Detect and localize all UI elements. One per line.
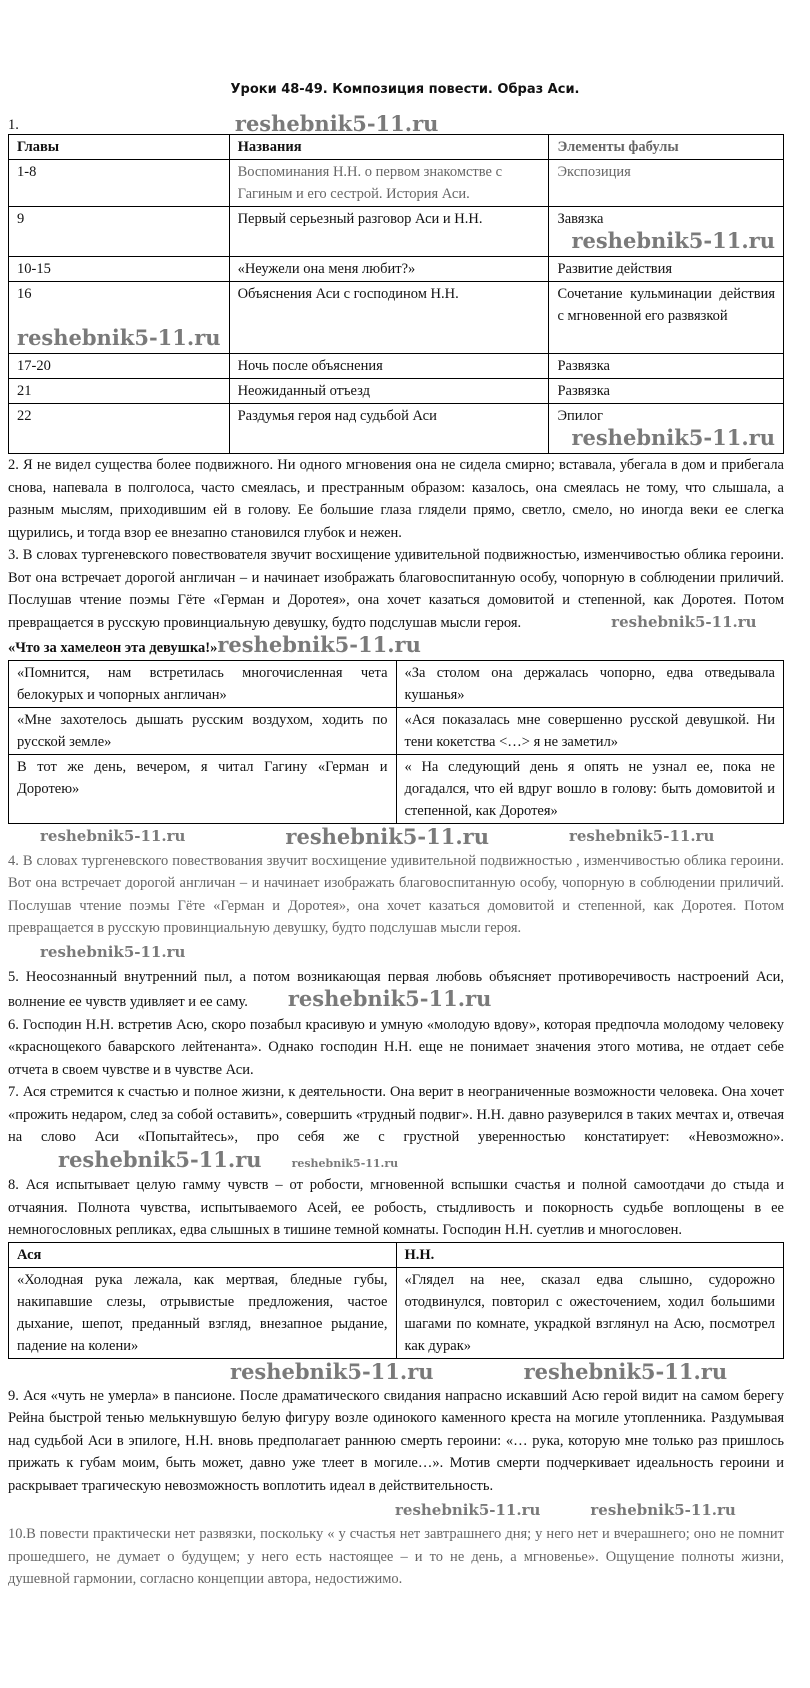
table-row: [9, 404, 784, 454]
cell: Неожиданный отъезд: [229, 379, 549, 404]
paragraph-6: 6. Господин Н.Н. встретив Асю, скоро позабыл красивую и умную «молодую вдову», которая предпочла молодому человеку «краснощекого баварского лейтенанта». Однако господин Н.Н. еще не понимает значения этого мотива, не отдает себе отчета в своем чувстве и в чувстве Аси.: [8, 1016, 784, 1078]
cell: 10-15: [9, 257, 230, 282]
watermark: reshebnik5-11.ru: [291, 1156, 399, 1170]
table-header-row: [9, 135, 784, 160]
paragraph-10: 10.В повести практически нет развязки, поскольку « у счастья нет завтрашнего дня; у него нет и вчерашнего; оно не помнит прошедшего, не думает о будущем; у него есть настоящее – и то не день, а мгновенье». Ощущение полноты жизни, душевной гармонии, согласно концепции автора, недостижимо.: [8, 1526, 784, 1587]
cell: «Помнится, нам встретилась многочисленная чета белокурых и чопорных англичан»: [9, 660, 397, 707]
chameleon-heading: «Что за хамелеон эта девушка!»: [8, 640, 218, 656]
cell: Развитие действия: [549, 257, 784, 282]
watermark: reshebnik5-11.ru: [40, 943, 186, 961]
cell: В тот же день, вечером, я читал Гагину «Герман и Доротею»: [9, 754, 397, 823]
paragraph-3-text: 3. В словах тургеневского повествователя звучит восхищение удивительной подвижностью, изменчивостью облика героини. Вот она встречает дорогой англичан – и начинает изображать благовоспитанную особу, чопорную в соблюдении приличий. Послушав чтение поэмы Гёте «Герман и Доротея», она хочет казаться домовитой и степенной, как Доротея. Потом превращается в русскую провинциальную девушку, будто подслушав мысли героя.: [8, 547, 784, 631]
watermark: reshebnik5-11.ru: [17, 325, 221, 350]
cell: 17-20: [9, 354, 230, 379]
cell: [549, 207, 784, 257]
watermark: reshebnik5-11.ru: [217, 632, 421, 657]
cell: Ночь после объяснения: [229, 354, 549, 379]
cell: 1-8: [9, 160, 230, 207]
header-nn: Н.Н.: [396, 1242, 784, 1267]
watermark: reshebnik5-11.ru: [523, 1359, 728, 1384]
paragraph-7-text: 7. Ася стремится к счастью и полное жизни, к деятельности. Она верит в неограниченные возможности человека. Она хочет «прожить недаром, след за собой оставить», совершить «трудный подвиг». Н.Н. давно разуверился в таких мечтах и, отвечая на слово Аси «Попытайтесь», про себя же с грустной уверенностью констатирует: «Невозможно».: [8, 1084, 784, 1145]
watermark-row: [8, 940, 784, 966]
cell: Воспоминания Н.Н. о первом знакомстве с Гагиным и его сестрой. История Аси.: [229, 160, 549, 207]
paragraph-2: 2. Я не видел существа более подвижного. Ни одного мгновения она не сидела смирно; вставала, убегала в дом и прибегала снова, напевала в полголоса, часто смеялась, и престранным образом: казалось, она смеялась не тому, что слышала, а разным мыслям, приходившим ей в голову. Ее большие глаза глядели прямо, светло, смело, но иногда веки ее слегка щурились, и тогда взор ее внезапно становился глубок и нежен.: [8, 457, 784, 541]
chameleon-heading-line: [8, 634, 784, 660]
watermark: reshebnik5-11.ru: [571, 425, 775, 450]
table-row: [9, 354, 784, 379]
cell: «Глядел на нее, сказал едва слышно, судорожно отодвинулся, повторил с ожесточением, ходил большими шагами по комнате, украдкой взглянул на Асю, посмотрел как дурак»: [396, 1267, 784, 1358]
table-row: [9, 754, 784, 823]
cell: Сочетание кульминации действия с мгновенной его развязкой: [549, 282, 784, 354]
section-1-number: 1.: [8, 117, 19, 133]
watermark: reshebnik5-11.ru: [590, 1500, 736, 1519]
cell: Развязка: [549, 379, 784, 404]
paragraph-3: [8, 544, 784, 634]
cell: Раздумья героя над судьбой Аси: [229, 404, 549, 454]
watermark: reshebnik5-11.ru: [234, 111, 439, 136]
header-plot-elements: Элементы фабулы: [549, 135, 784, 160]
watermark: reshebnik5-11.ru: [568, 827, 715, 845]
cell: [549, 404, 784, 454]
composition-table: [8, 134, 784, 454]
watermark: reshebnik5-11.ru: [611, 612, 757, 631]
watermark: reshebnik5-11.ru: [230, 1359, 434, 1384]
paragraph-4: 4. В словах тургеневского повествования звучит восхищение удивительной подвижностью , изменчивостью облика героини. Вот она встречает дорогой англичан – и начинает изображать благовоспитанную особу, чопорную в соблюдении приличий. Послушав чтение поэмы Гёте «Герман и Доротея», она хочет казаться домовитой и степенной, как Доротея. Потом превращается в русскую провинциальную девушку, будто подслушав мысли героя.: [8, 852, 784, 936]
watermark: reshebnik5-11.ru: [571, 228, 775, 253]
table-row: [9, 707, 784, 754]
header-titles: Названия: [229, 135, 549, 160]
section-1-line: [8, 108, 784, 134]
watermark-row: [8, 824, 784, 850]
header-asya: Ася: [9, 1242, 397, 1267]
feelings-table: [8, 1242, 784, 1359]
table-row: [9, 379, 784, 404]
watermark-row: [8, 1359, 784, 1385]
cell: «За столом она держалась чопорно, едва отведывала кушанья»: [396, 660, 784, 707]
paragraph-5-text: 5. Неосознанный внутренний пыл, а потом возникающая первая любовь объясняет противоречивость настроений Аси, волнение ее чувств удивляет и ее саму.: [8, 968, 784, 1010]
paragraph-5: [8, 966, 784, 1014]
watermark: reshebnik5-11.ru: [395, 1500, 541, 1519]
table-header-row: [9, 1242, 784, 1267]
document-body: [8, 108, 784, 1591]
watermark: reshebnik5-11.ru: [58, 1146, 262, 1172]
table-row: [9, 160, 784, 207]
watermark: reshebnik5-11.ru: [40, 827, 186, 845]
watermark-row: [8, 1497, 784, 1523]
header-chapters: Главы: [9, 135, 230, 160]
cell: [9, 282, 230, 354]
cell: 22: [9, 404, 230, 454]
table-row: [9, 207, 784, 257]
paragraph-7: [8, 1081, 784, 1174]
cell: Экспозиция: [549, 160, 784, 207]
watermark: reshebnik5-11.ru: [285, 824, 489, 849]
cell: «Неужели она меня любит?»: [229, 257, 549, 282]
cell: «Ася показалась мне совершенно русской девушкой. Ни тени кокетства <…> я не заметил»: [396, 707, 784, 754]
cell: Объяснения Аси с господином Н.Н.: [229, 282, 549, 354]
table-row: [9, 1267, 784, 1358]
cell: «Мне захотелось дышать русским воздухом, ходить по русской земле»: [9, 707, 397, 754]
table-row: [9, 257, 784, 282]
paragraph-9: 9. Ася «чуть не умерла» в пансионе. После драматического свидания напрасно искавший Асю герой видит на самом берегу Рейна быстрой тенью мелькнувшую белую фигуру возле одинокого каменного креста на могиле утопленника. Раздумывая над судьбой Аси в эпилоге, Н.Н. вновь предполагает раннюю смерть героини: «… рука, которую мне только раз пришлось прижать к губам моим, быть может, давно уже тлеет в могиле…». Мотив смерти подчеркивает идеальность героини и раскрывает трагическую невозможность воплотить идеал в действительность.: [8, 1387, 784, 1494]
table-row: [9, 660, 784, 707]
cell-text: 16: [17, 286, 32, 302]
table-row: [9, 282, 784, 354]
cell: 9: [9, 207, 230, 257]
page-title: Уроки 48-49. Композиция повести. Образ Аси.: [230, 82, 580, 97]
cell-text: Эпилог: [557, 408, 603, 424]
cell-text: Завязка: [557, 211, 604, 227]
cell: « На следующий день я опять не узнал ее, пока не догадался, что ей вдруг вошло в голову: быть домовитой и степенной, как Доротея»: [396, 754, 784, 823]
cell: 21: [9, 379, 230, 404]
cell: «Холодная рука лежала, как мертвая, бледные губы, накипавшие слезы, отрывистые предложения, частое дыхание, шепот, преданный взгляд, внезапное рыдание, падение на колени»: [9, 1267, 397, 1358]
paragraph-8: 8. Ася испытывает целую гамму чувств – от робости, мгновенной вспышки счастья и полной самоотдачи до стыда и отчаяния. Полнота чувства, испытываемого Асей, ее робость, стыдливость и покорность судьбе воплощены в ее немногословных репликах, едва слышных в тишине темной комнаты. Господин Н.Н. суетлив и многословен.: [8, 1177, 784, 1238]
cell: Первый серьезный разговор Аси и Н.Н.: [229, 207, 549, 257]
chameleon-table: [8, 660, 784, 824]
watermark: reshebnik5-11.ru: [287, 986, 492, 1011]
cell: Развязка: [549, 354, 784, 379]
